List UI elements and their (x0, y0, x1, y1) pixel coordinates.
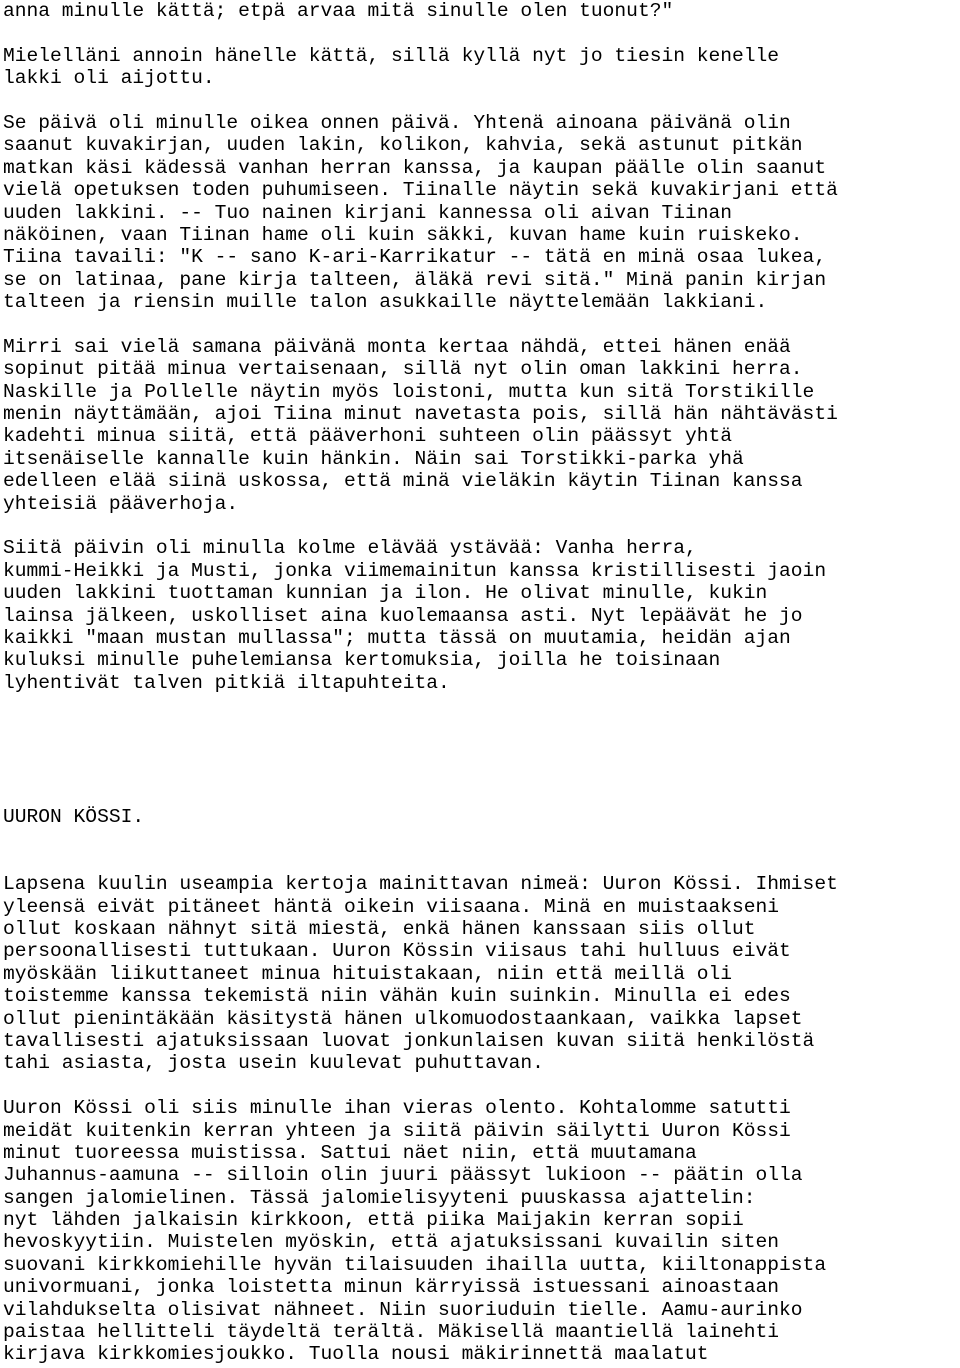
blank-line (3, 313, 960, 335)
text-line: paistaa hellitteli täydeltä terältä. Mäkisellä maantiellä lainehti (3, 1321, 780, 1344)
text-line: anna minulle kättä; etpä arvaa mitä sinulle olen tuonut?" (3, 0, 674, 22)
blank-line (3, 851, 960, 873)
text-line: saanut kuvakirjan, uuden lakin, kolikon, kahvia, sekä astunut pitkän (3, 134, 803, 157)
text-line: tavallisesti ajatuksissaan luovat jonkunlaisen kuvan siitä henkilöstä (3, 1029, 815, 1052)
text-line: kaikki "maan mustan mullassa"; mutta tässä on muutamia, heidän ajan (3, 626, 791, 649)
blank-line (3, 761, 960, 783)
text-line: itsenäiselle kannalle kuin hänkin. Näin sai Torstikki-parka yhä (3, 447, 744, 470)
text-line: kirjava kirkkomiesjoukko. Tuolla nousi mäkirinnettä maalatut (3, 1343, 709, 1366)
text-line: Juhannus-aamuna -- silloin olin juuri päässyt lukioon -- päätin olla (3, 1164, 803, 1187)
text-line: lainsa jälkeen, uskolliset aina kuolemaansa asti. Nyt lepäävät he jo (3, 604, 803, 627)
text-line: näköinen, vaan Tiinan hame oli kuin säkki, kuvan hame kuin ruiskeko. (3, 223, 803, 246)
text-line: se on latinaa, pane kirja talteen, äläkä revi sitä." Minä panin kirjan (3, 268, 827, 291)
text-line: Siitä päivin oli minulla kolme elävää ystävää: Vanha herra, (3, 537, 697, 560)
blank-line (3, 717, 960, 739)
text-line: toistemme kanssa tekemistä niin vähän kuin suinkin. Minulla ei edes (3, 985, 791, 1008)
text-line: yhteisiä pääverhoja. (3, 492, 239, 515)
text-line: nyt lähden jalkaisin kirkkoon, että piika Maijakin kerran sopii (3, 1209, 744, 1232)
text-line: Tiina tavaili: "K -- sano K-ari-Karrikatur -- tätä en minä osaa lukea, (3, 246, 827, 269)
text-line: minut tuoreessa muistissa. Sattui näet niin, että muutamana (3, 1141, 697, 1164)
text-line: persoonallisesti tuttukaan. Uuron Kössin viisaus tahi hulluus eivät (3, 940, 791, 963)
text-line: Se päivä oli minulle oikea onnen päivä. Yhtenä ainoana päivänä olin (3, 111, 791, 134)
text-line: uuden lakkini. -- Tuo nainen kirjani kannessa oli aivan Tiinan (3, 201, 733, 224)
blank-line (3, 515, 960, 537)
text-line: hevoskyytiin. Muistelen myöskin, että ajatuksissani kuvailin siten (3, 1231, 780, 1254)
text-line: vilahdukselta olisivat nähneet. Niin suoriuduin tielle. Aamu-aurinko (3, 1298, 803, 1321)
blank-line (3, 90, 960, 112)
text-line: kadehti minua siitä, että pääverhoni suhteen olin päässyt yhtä (3, 425, 733, 448)
blank-line (3, 784, 960, 806)
text-line: uuden lakkini tuottaman kunnian ja ilon. He olivat minulle, kukin (3, 582, 768, 605)
text-line: talteen ja riensin muille talon asukkaille näyttelemään lakkiani. (3, 291, 768, 314)
text-line: vielä opetuksen toden puhumiseen. Tiinalle näytin sekä kuvakirjani että (3, 179, 838, 202)
blank-line (3, 739, 960, 761)
text-line: suovani kirkkomiehille hyvän tilaisuuden ihailla uutta, kiiltonappista (3, 1253, 827, 1276)
text-line: sopinut pitää minua vertaisenaan, sillä nyt olin oman lakkini herra. (3, 358, 803, 381)
blank-line (3, 694, 960, 716)
text-line: ollut pienintäkään käsitystä hänen ulkomuodostaankaan, vaikka lapset (3, 1007, 803, 1030)
text-line: UURON KÖSSI. (3, 806, 145, 829)
text-line: univormuani, jonka loistetta minun kärryissä istuessani ainoastaan (3, 1276, 780, 1299)
text-line: sangen jalomielinen. Tässä jalomielisyyteni puuskassa ajattelin: (3, 1186, 756, 1209)
blank-line (3, 22, 960, 44)
document-body (3, 0, 960, 1366)
text-line: menin näyttämään, ajoi Tiina minut navetasta pois, sillä hän nähtävästi (3, 403, 838, 426)
text-line: myöskään liikuttaneet minua hituistakaan, niin että meillä oli (3, 962, 733, 985)
text-line: kummi-Heikki ja Musti, jonka viimemainitun kanssa kristillisesti jaoin (3, 559, 827, 582)
text-line: lakki oli aijottu. (3, 67, 215, 90)
blank-line (3, 828, 960, 850)
text-line: ollut koskaan nähnyt sitä miestä, enkä hänen kanssaan siis ollut (3, 918, 756, 941)
text-line: Mirri sai vielä samana päivänä monta kertaa nähdä, ettei hänen enää (3, 335, 791, 358)
text-line: Mielelläni annoin hänelle kättä, sillä kyllä nyt jo tiesin kenelle (3, 44, 780, 67)
text-line: Uuron Kössi oli siis minulle ihan vieras olento. Kohtalomme satutti (3, 1097, 791, 1120)
text-line: lyhentivät talven pitkiä iltapuhteita. (3, 671, 450, 694)
blank-line (3, 1075, 960, 1097)
text-line: kuluksi minulle puhelemiansa kertomuksia, joilla he toisinaan (3, 649, 721, 672)
text-line: Naskille ja Pollelle näytin myös loistoni, mutta kun sitä Torstikille (3, 380, 815, 403)
text-line: Lapsena kuulin useampia kertoja mainittavan nimeä: Uuron Kössi. Ihmiset (3, 873, 838, 896)
text-line: matkan käsi kädessä vanhan herran kanssa, ja kaupan päälle olin saanut (3, 156, 827, 179)
text-line: meidät kuitenkin kerran yhteen ja siitä päivin säilytti Uuron Kössi (3, 1119, 791, 1142)
text-line: edelleen elää siinä uskossa, että minä vieläkin käytin Tiinan kanssa (3, 470, 803, 493)
text-line: tahi asiasta, josta usein kuulevat puhuttavan. (3, 1052, 544, 1075)
text-line: yleensä eivät pitäneet häntä oikein viisaana. Minä en muistaakseni (3, 895, 780, 918)
